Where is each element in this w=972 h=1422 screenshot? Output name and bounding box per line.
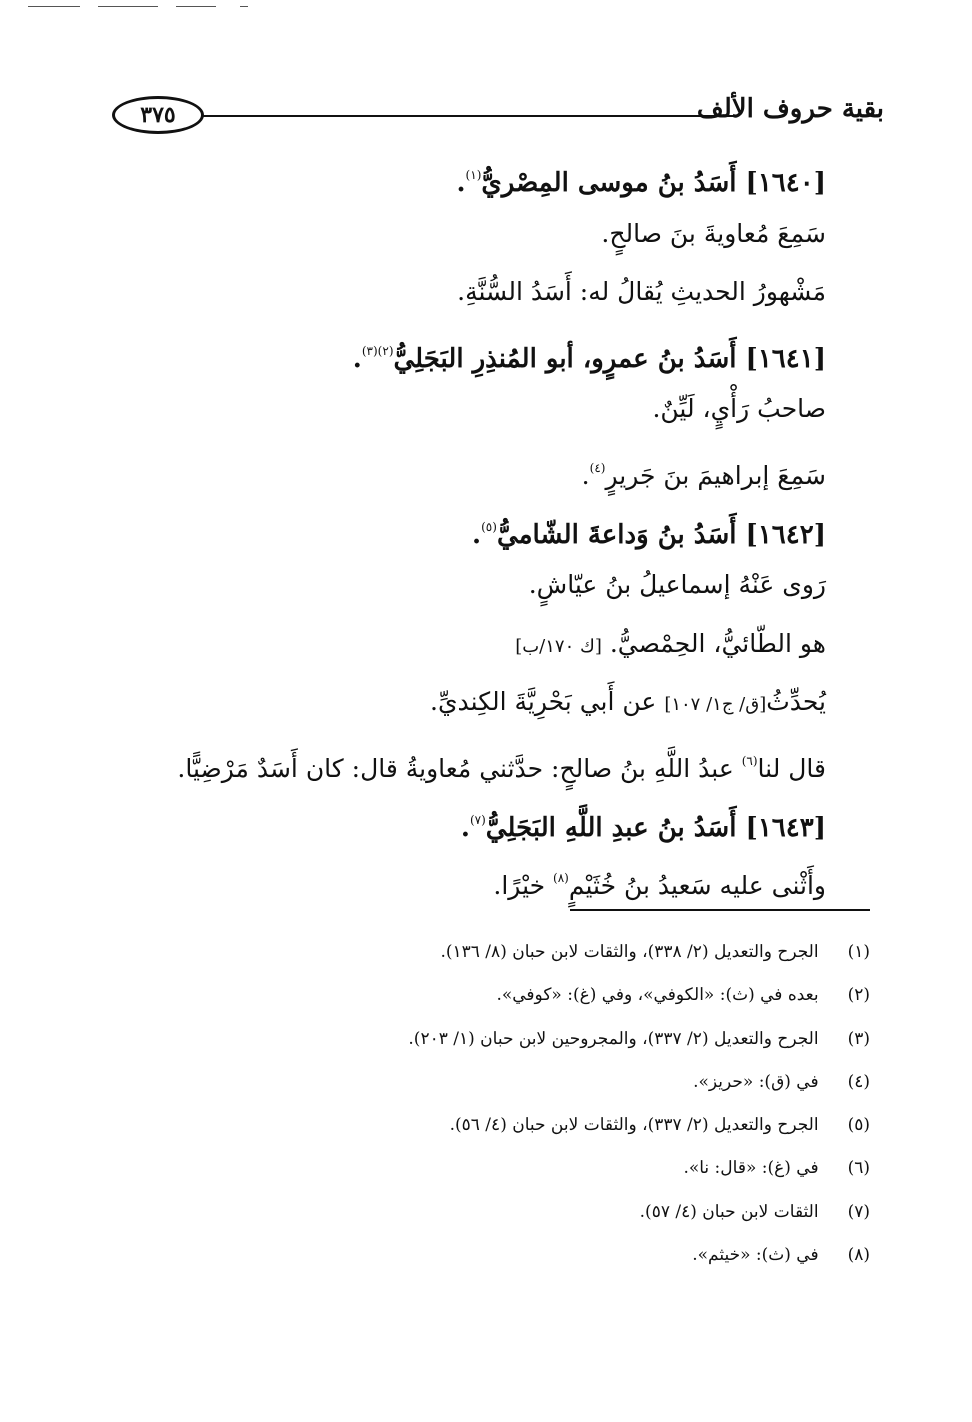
entry-heading: أَسَدُ بنُ عمرٍو، أبو المُنذِرِ البَجَلِيُّ	[393, 343, 737, 374]
punctuation: .	[581, 460, 590, 490]
footnote	[150, 931, 870, 974]
footnote	[150, 1061, 870, 1104]
entry-number-bracket: [١٦٤٢]	[745, 519, 826, 550]
footnote-text: الجرح والتعديل (٢/ ٣٣٧)، والثقات لابن حبان (٤/ ٥٦).	[449, 1115, 819, 1136]
footnote-text: في (ق): «حريز».	[693, 1071, 819, 1092]
entry-number-bracket: [١٦٤٣]	[745, 812, 826, 843]
text-line	[150, 732, 826, 791]
main-text	[150, 146, 826, 908]
punctuation: .	[460, 812, 470, 843]
footnote-number: (٨)	[847, 1245, 870, 1266]
punctuation: .	[472, 519, 482, 550]
footnote-number: (٣)	[847, 1028, 870, 1049]
footnote	[150, 1147, 870, 1190]
footnote-ref: (٨)	[553, 871, 569, 886]
entry-line	[150, 146, 826, 205]
footnote-text: الجرح والتعديل (٢/ ٣٣٨)، والثقات لابن حبان (٨/ ١٣٦).	[440, 942, 819, 962]
text-line: رَوى عَنْهُ إسماعيلُ بنُ عيّاشٍ.	[528, 570, 826, 600]
entry-line	[150, 498, 826, 557]
entry-number-bracket: [١٦٤١]	[745, 343, 826, 374]
footnote-text: في (ث): «خيثم».	[692, 1245, 819, 1266]
footnote-text: الجرح والتعديل (٢/ ٣٣٧)، والمجروحين لابن حبان (١/ ٢٠٣).	[408, 1028, 819, 1049]
header-rule	[202, 115, 734, 117]
footnote-number: (١)	[847, 942, 870, 962]
punctuation: .	[456, 168, 466, 198]
page-header	[112, 96, 884, 138]
text-line	[150, 849, 826, 908]
footnote-ref: (٦)	[741, 753, 758, 768]
footnote-number: (٢)	[847, 985, 870, 1006]
footnote-text: الثقات لابن حبان (٤/ ٥٧).	[639, 1201, 819, 1222]
footnote-text: في (غ): «قال: نا».	[683, 1158, 819, 1179]
scan-artifact-lines	[28, 6, 268, 10]
footnotes	[150, 931, 870, 1277]
footnote	[150, 1104, 870, 1147]
footnote-number: (٧)	[847, 1201, 870, 1222]
entry-line	[150, 322, 826, 381]
manuscript-folio-tag: [ق/ ج١/ ١٠٧]	[664, 694, 767, 716]
text-segment: هو الطّائيُّ، الحِمْصيُّ.	[609, 628, 826, 658]
manuscript-folio-tag: [ك ١٧٠/ب]	[515, 635, 602, 657]
footnote-ref: (٥)	[481, 519, 497, 534]
text-segment: وأَثْنى عليه سَعيدُ بنُ خُثَيْمٍ	[568, 871, 826, 901]
text-line	[150, 439, 826, 498]
page-number: ٣٧٥	[112, 96, 204, 134]
running-head: بقية حروف الألف	[696, 94, 884, 124]
text-line: مَشْهورُ الحديثِ يُقالُ له: أَسَدُ السُّنَّةِ.	[457, 277, 826, 307]
footnote-ref: (٢)(٣)	[361, 343, 394, 358]
footnote	[150, 1018, 870, 1061]
footnote	[150, 974, 870, 1017]
footnote-ref: (٤)	[589, 460, 606, 475]
footnote-text: بعده في (ث): «الكوفي»، وفي (غ): «كوفي».	[496, 985, 819, 1006]
footnote-number: (٤)	[847, 1071, 870, 1092]
text-segment: قال لنا	[757, 753, 826, 783]
text-segment: عن أَبي بَحْرِيَّةَ الكِنديِّ.	[430, 687, 657, 717]
footnote-ref: (١)	[465, 168, 482, 182]
entry-heading: أَسَدُ بنُ عبدِ اللَّهِ البَجَلِيُّ	[485, 812, 737, 843]
entry-heading: أَسَدُ بنُ وَداعةَ الشّاميُّ	[496, 519, 737, 550]
text-segment: يُحدِّثُ	[766, 687, 826, 717]
footnote-ref: (٧)	[469, 812, 486, 827]
text-line	[150, 615, 826, 674]
text-line: سَمِعَ مُعاويةَ بنَ صالحٍ.	[601, 218, 826, 248]
footnote-number: (٦)	[847, 1158, 870, 1179]
entry-heading: أَسَدُ بنُ موسى المِصْريُّ	[481, 168, 737, 198]
text-segment: خيْرًا.	[493, 871, 546, 901]
footnote	[150, 1234, 870, 1277]
entry-line	[150, 791, 826, 850]
text-line: صاحبُ رَأْيٍ، لَيِّنٌ.	[652, 394, 826, 424]
footnote-number: (٥)	[847, 1115, 870, 1136]
text-segment: عبدُ اللَّهِ بنُ صالحٍ: حدَّثني مُعاويةُ قال: كان أَسَدٌ مَرْضِيًّا.	[177, 753, 734, 783]
text-line	[150, 673, 826, 732]
footnote	[150, 1191, 870, 1234]
footnote-separator	[570, 909, 870, 911]
punctuation: .	[352, 343, 362, 374]
entry-number-bracket: [١٦٤٠]	[745, 168, 826, 198]
text-segment: سَمِعَ إبراهيمَ بنَ جَريرٍ	[605, 460, 826, 490]
